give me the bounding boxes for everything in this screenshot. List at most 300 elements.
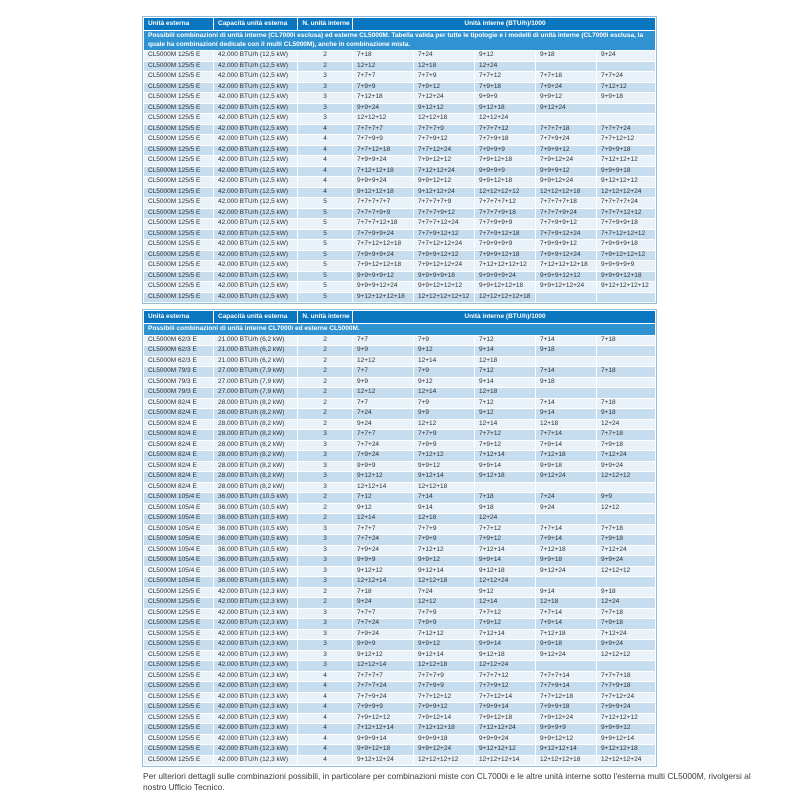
table-row [144,524,656,535]
combo-cell: 12+12+12+12 [414,755,475,766]
unit-cell: CL5000M 125/5 E [144,619,214,630]
combo-cell: 7+12+18 [353,93,414,104]
unit-cell: CL5000M 125/5 E [144,713,214,724]
combo-cell: 7+12+24 [597,629,656,640]
table-row [144,514,656,525]
table-row [144,166,656,177]
capacity-cell: 42.000 BTU/h (12,5 kW) [214,166,298,177]
combo-cell: 7+7+9+12 [414,135,475,146]
combo-cell [536,388,597,399]
unit-cell: CL5000M 125/5 E [144,650,214,661]
capacity-cell: 42.000 BTU/h (12,5 kW) [214,198,298,209]
combo-cell: 7+12 [475,398,536,409]
combo-cell: 7+9+12 [475,440,536,451]
combo-cell: 9+9+14 [475,556,536,567]
combo-cell: 9+12+24 [536,650,597,661]
combo-cell: 7+9+14 [536,440,597,451]
combo-cell: 7+7+12+12 [597,135,656,146]
table-row [144,398,656,409]
combo-cell: 7+7+18 [597,430,656,441]
combo-cell: 7+9 [414,335,475,346]
combo-cell: 9+18 [597,587,656,598]
combo-cell: 9+12+12+12+18 [353,292,414,303]
combo-cell: 7+9+12+12 [353,713,414,724]
combo-cell: 9+9+12 [414,640,475,651]
combo-cell: 7+9+9+24 [353,156,414,167]
combo-cell [536,514,597,525]
unit-cell: CL5000M 125/5 E [144,135,214,146]
combo-cell: 9+12+12 [353,472,414,483]
unit-cell: CL5000M 125/5 E [144,271,214,282]
combo-cell: 9+9+12 [536,93,597,104]
count-cell: 3 [298,82,353,93]
unit-cell: CL5000M 125/5 E [144,156,214,167]
combo-cell: 7+7+7+7+7 [353,198,414,209]
capacity-cell: 21.000 BTU/h (6,2 kW) [214,356,298,367]
count-cell: 3 [298,619,353,630]
combo-cell: 7+7+9+12+18 [475,229,536,240]
combo-cell: 7+9+9+9+9 [475,240,536,251]
capacity-cell: 42.000 BTU/h (12,3 kW) [214,703,298,714]
combo-cell: 12+12+12 [597,650,656,661]
combo-cell: 9+12+24 [536,566,597,577]
column-header-unita-esterna: Unità esterna [144,18,214,31]
unit-cell: CL5000M 79/3 E [144,367,214,378]
combo-cell: 7+9+12+14 [414,713,475,724]
combo-cell: 12+14 [414,388,475,399]
combo-cell: 7+14 [536,335,597,346]
combo-cell [597,356,656,367]
combo-cell: 9+9+12+18 [353,745,414,756]
capacity-cell: 42.000 BTU/h (12,5 kW) [214,114,298,125]
combo-cell: 7+9+9+12+18 [475,250,536,261]
table-note-row [144,31,656,51]
count-cell: 2 [298,398,353,409]
combo-cell: 7+18 [353,587,414,598]
capacity-cell: 42.000 BTU/h (12,5 kW) [214,61,298,72]
combo-cell: 7+7+9+18 [475,135,536,146]
count-cell: 4 [298,713,353,724]
combo-cell: 7+7+9+12 [475,682,536,693]
count-cell: 5 [298,240,353,251]
unit-cell: CL5000M 125/5 E [144,51,214,62]
count-cell: 4 [298,692,353,703]
count-cell: 3 [298,461,353,472]
combo-cell: 7+7+18 [597,608,656,619]
capacity-cell: 42.000 BTU/h (12,5 kW) [214,219,298,230]
combo-cell: 7+9+14 [536,619,597,630]
combo-cell [536,356,597,367]
capacity-cell: 42.000 BTU/h (12,5 kW) [214,250,298,261]
count-cell: 4 [298,187,353,198]
combo-cell: 9+24 [536,503,597,514]
count-cell: 3 [298,72,353,83]
count-cell: 3 [298,430,353,441]
column-header-unita-interne: Unità interne (BTU/h)/1000 [353,18,656,31]
count-cell: 3 [298,640,353,651]
combo-cell: 7+12 [475,335,536,346]
combo-cell: 7+7+7+7+24 [597,198,656,209]
combo-cell: 7+7+9+9+12 [536,219,597,230]
count-cell: 2 [298,598,353,609]
capacity-cell: 28.000 BTU/h (8,2 kW) [214,409,298,420]
combo-cell: 7+7+7+12+24 [414,219,475,230]
combo-cell: 9+12+12+18 [353,187,414,198]
table-row [144,240,656,251]
combo-cell: 9+9+9+12 [536,166,597,177]
combo-cell: 7+18 [597,367,656,378]
unit-cell: CL5000M 125/5 E [144,755,214,766]
combo-cell: 9+12+24 [536,103,597,114]
capacity-cell: 42.000 BTU/h (12,3 kW) [214,587,298,598]
capacity-cell: 42.000 BTU/h (12,3 kW) [214,724,298,735]
column-header-n-unita-interne: N. unità interne [298,311,353,324]
combo-cell: 7+7+12+24 [597,692,656,703]
combo-cell: 9+12 [414,377,475,388]
unit-cell: CL5000M 82/4 E [144,472,214,483]
table-row [144,61,656,72]
combo-cell: 12+12+18 [414,661,475,672]
combo-cell: 7+7+7+7 [353,671,414,682]
combo-cell [597,103,656,114]
combo-cell: 12+12+12+12+18 [475,292,536,303]
table-row [144,377,656,388]
combo-cell: 9+12 [353,503,414,514]
count-cell: 3 [298,566,353,577]
combo-cell: 9+9+24 [353,103,414,114]
capacity-cell: 36.000 BTU/h (10,5 kW) [214,566,298,577]
table-row [144,577,656,588]
combo-cell: 7+7+9+18 [597,682,656,693]
count-cell: 5 [298,261,353,272]
count-cell: 4 [298,177,353,188]
combo-cell: 9+12+12 [353,650,414,661]
combo-cell: 12+14 [475,419,536,430]
combo-cell: 9+9+12 [414,461,475,472]
count-cell: 2 [298,51,353,62]
combo-cell: 9+12+18 [475,472,536,483]
table-row [144,734,656,745]
table-row [144,282,656,293]
capacity-cell: 42.000 BTU/h (12,5 kW) [214,145,298,156]
table-row [144,650,656,661]
combo-cell: 12+14 [475,598,536,609]
combo-cell: 7+7+12+12+12 [597,229,656,240]
combo-cell: 12+12+12+14 [475,755,536,766]
table-row [144,124,656,135]
combo-cell: 12+12+12+24 [597,755,656,766]
table-row [144,545,656,556]
unit-cell: CL5000M 125/5 E [144,250,214,261]
count-cell: 2 [298,503,353,514]
combo-cell: 7+7+12+12+18 [353,240,414,251]
unit-cell: CL5000M 125/5 E [144,608,214,619]
count-cell: 5 [298,219,353,230]
capacity-cell: 42.000 BTU/h (12,5 kW) [214,124,298,135]
combo-cell: 7+12+12+12 [597,156,656,167]
unit-cell: CL5000M 125/5 E [144,661,214,672]
table-row [144,419,656,430]
combo-cell: 7+12+24 [414,93,475,104]
combo-cell: 7+14 [414,493,475,504]
table-row [144,661,656,672]
unit-cell: CL5000M 125/5 E [144,61,214,72]
combo-cell: 9+18 [536,377,597,388]
combo-cell: 7+9+9 [414,440,475,451]
combo-cell: 12+12+12+12+12 [414,292,475,303]
combo-cell [536,61,597,72]
table-row [144,250,656,261]
combo-cell: 12+12+12 [597,472,656,483]
combo-cell: 12+12 [597,503,656,514]
unit-cell: CL5000M 125/5 E [144,587,214,598]
combo-cell: 7+9+12+12+18 [353,261,414,272]
combo-cell: 9+9+12+12 [536,734,597,745]
table-note-row [144,324,656,336]
combo-cell [536,661,597,672]
combo-cell: 9+18 [536,346,597,357]
count-cell: 3 [298,650,353,661]
combo-cell: 9+12 [475,51,536,62]
combo-cell: 9+9+9+9+9 [597,261,656,272]
combo-cell: 12+14 [353,514,414,525]
combo-cell: 12+12 [353,61,414,72]
unit-cell: CL5000M 105/4 E [144,577,214,588]
combo-cell: 7+12+12+24 [475,724,536,735]
combo-cell: 9+9+9+12 [597,724,656,735]
combo-cell: 7+9+9+12+24 [536,250,597,261]
combo-cell: 7+14 [536,398,597,409]
combo-cell: 7+9+12 [475,535,536,546]
unit-cell: CL5000M 82/4 E [144,482,214,493]
column-header-unita-interne: Unità interne (BTU/h)/1000 [353,311,656,324]
count-cell: 3 [298,535,353,546]
unit-cell: CL5000M 125/5 E [144,703,214,714]
capacity-cell: 42.000 BTU/h (12,5 kW) [214,292,298,303]
combo-cell: 7+24 [414,587,475,598]
combo-cell: 12+18 [475,356,536,367]
combo-cell: 7+12+24 [597,545,656,556]
combo-cell: 9+9+12+12+24 [536,282,597,293]
table-row [144,724,656,735]
capacity-cell: 42.000 BTU/h (12,3 kW) [214,682,298,693]
unit-cell: CL5000M 125/5 E [144,187,214,198]
count-cell: 3 [298,114,353,125]
table-row [144,440,656,451]
combo-cell [597,661,656,672]
count-cell: 5 [298,271,353,282]
unit-cell: CL5000M 82/4 E [144,440,214,451]
combo-cell: 7+12 [475,367,536,378]
combo-cell: 7+24 [353,409,414,420]
count-cell: 2 [298,367,353,378]
count-cell: 4 [298,724,353,735]
combo-cell: 12+18 [414,514,475,525]
count-cell: 4 [298,156,353,167]
capacity-cell: 42.000 BTU/h (12,5 kW) [214,72,298,83]
combo-cell: 7+7+9+24 [353,692,414,703]
combo-cell: 9+9+24 [597,640,656,651]
count-cell: 3 [298,545,353,556]
combo-cell: 7+12+12+24 [414,166,475,177]
combo-cell: 7+12+12+12+12 [475,261,536,272]
count-cell: 5 [298,292,353,303]
table-row [144,93,656,104]
table-row [144,388,656,399]
combo-cell: 9+14 [536,409,597,420]
unit-cell: CL5000M 125/5 E [144,292,214,303]
count-cell: 4 [298,671,353,682]
combo-cell [597,292,656,303]
combo-cell: 9+9+9+12+18 [597,271,656,282]
combo-cell: 7+9+18 [597,535,656,546]
combo-cell: 7+9+9+9+18 [597,240,656,251]
count-cell: 3 [298,440,353,451]
capacity-cell: 27.000 BTU/h (7,9 kW) [214,388,298,399]
combo-cell: 7+9+9+24 [597,703,656,714]
unit-cell: CL5000M 125/5 E [144,629,214,640]
table-row [144,587,656,598]
combo-cell: 7+7+12+18 [353,145,414,156]
combo-cell: 7+7 [353,367,414,378]
combo-cell: 9+9+9 [353,556,414,567]
count-cell: 2 [298,587,353,598]
table-row [144,482,656,493]
combo-cell: 9+9+12+14 [597,734,656,745]
combo-cell: 9+14 [475,377,536,388]
combo-cell: 7+9+12+24 [536,156,597,167]
combo-cell: 7+12+24 [597,451,656,462]
table-row [144,198,656,209]
capacity-cell: 42.000 BTU/h (12,5 kW) [214,229,298,240]
table-row [144,755,656,766]
unit-cell: CL5000M 105/4 E [144,545,214,556]
combo-cell: 7+9+14 [536,535,597,546]
combo-cell: 9+9+9+9 [536,724,597,735]
table-row [144,356,656,367]
table-row [144,682,656,693]
combo-cell: 9+18 [597,409,656,420]
combo-cell: 7+7+7+12+12 [597,208,656,219]
combo-cell: 7+7+9+14 [536,682,597,693]
combo-cell: 9+9+18 [536,556,597,567]
capacity-cell: 42.000 BTU/h (12,3 kW) [214,713,298,724]
unit-cell: CL5000M 125/5 E [144,219,214,230]
table-row [144,745,656,756]
unit-cell: CL5000M 105/4 E [144,556,214,567]
combo-cell: 9+12+12+24 [414,187,475,198]
table-row [144,51,656,62]
table-row [144,640,656,651]
unit-cell: CL5000M 105/4 E [144,503,214,514]
combo-cell: 9+12+12 [414,103,475,114]
table-row [144,503,656,514]
combo-cell: 7+9+24 [536,82,597,93]
combo-cell: 7+7+9+9+24 [353,229,414,240]
table-row [144,145,656,156]
combo-cell: 7+9+12 [475,619,536,630]
combo-cell: 7+7+7+14 [536,671,597,682]
combo-cell: 12+18 [536,598,597,609]
combo-cell: 7+7+9+9 [353,135,414,146]
combo-cell: 9+12+14 [414,472,475,483]
combo-cell: 12+12 [414,598,475,609]
combo-cell: 7+7+7+12 [475,671,536,682]
count-cell: 4 [298,745,353,756]
combo-cell: 12+12+12 [353,114,414,125]
unit-cell: CL5000M 105/4 E [144,493,214,504]
combo-cell: 7+7+7 [353,72,414,83]
count-cell: 5 [298,282,353,293]
table-row [144,451,656,462]
combo-cell: 9+9+9+9+24 [475,271,536,282]
combo-cell: 12+12+12 [597,566,656,577]
capacity-cell: 36.000 BTU/h (10,5 kW) [214,524,298,535]
table-row [144,114,656,125]
combo-cell: 12+18 [475,388,536,399]
unit-cell: CL5000M 125/5 E [144,261,214,272]
combo-cell: 7+7+12+24 [414,145,475,156]
unit-cell: CL5000M 125/5 E [144,229,214,240]
combo-cell: 12+12+18 [414,482,475,493]
combo-cell: 7+12+14 [475,545,536,556]
unit-cell: CL5000M 125/5 E [144,734,214,745]
capacity-cell: 42.000 BTU/h (12,5 kW) [214,51,298,62]
table-row [144,229,656,240]
capacity-cell: 21.000 BTU/h (6,2 kW) [214,335,298,346]
count-cell: 2 [298,388,353,399]
combo-cell: 7+7+9+12+12 [414,229,475,240]
combo-cell: 9+12 [475,587,536,598]
combo-cell: 7+9+12+18 [475,713,536,724]
combo-cell: 7+9+18 [597,440,656,451]
combo-cell: 12+12 [353,388,414,399]
combo-cell [597,388,656,399]
count-cell: 5 [298,250,353,261]
table-row [144,177,656,188]
capacity-cell: 42.000 BTU/h (12,5 kW) [214,135,298,146]
count-cell: 5 [298,208,353,219]
capacity-cell: 42.000 BTU/h (12,5 kW) [214,187,298,198]
unit-cell: CL5000M 125/5 E [144,114,214,125]
combo-cell: 12+12+12+24 [597,187,656,198]
column-header-capacita-unita-esterna: Capacità unità esterna [214,18,298,31]
combo-cell: 9+9 [597,493,656,504]
table-row [144,430,656,441]
combo-cell: 9+9+9+24 [475,734,536,745]
count-cell: 4 [298,135,353,146]
combo-cell: 7+7+7+9+18 [475,208,536,219]
combo-cell: 9+9+9+9+18 [414,271,475,282]
combo-cell: 9+9+24 [597,556,656,567]
combo-cell: 7+9+24 [353,545,414,556]
combo-cell: 7+12+18 [536,545,597,556]
combo-cell: 12+12 [353,356,414,367]
combo-cell: 9+12+18 [475,566,536,577]
count-cell: 2 [298,493,353,504]
unit-cell: CL5000M 125/5 E [144,745,214,756]
combo-cell: 9+9+18 [536,461,597,472]
unit-cell: CL5000M 125/5 E [144,671,214,682]
unit-cell: CL5000M 125/5 E [144,682,214,693]
capacity-cell: 42.000 BTU/h (12,3 kW) [214,640,298,651]
unit-cell: CL5000M 125/5 E [144,145,214,156]
count-cell: 3 [298,451,353,462]
capacity-cell: 42.000 BTU/h (12,3 kW) [214,692,298,703]
table-row [144,713,656,724]
combo-cell: 7+7+12 [475,430,536,441]
combo-cell: 9+12+12+12 [475,745,536,756]
